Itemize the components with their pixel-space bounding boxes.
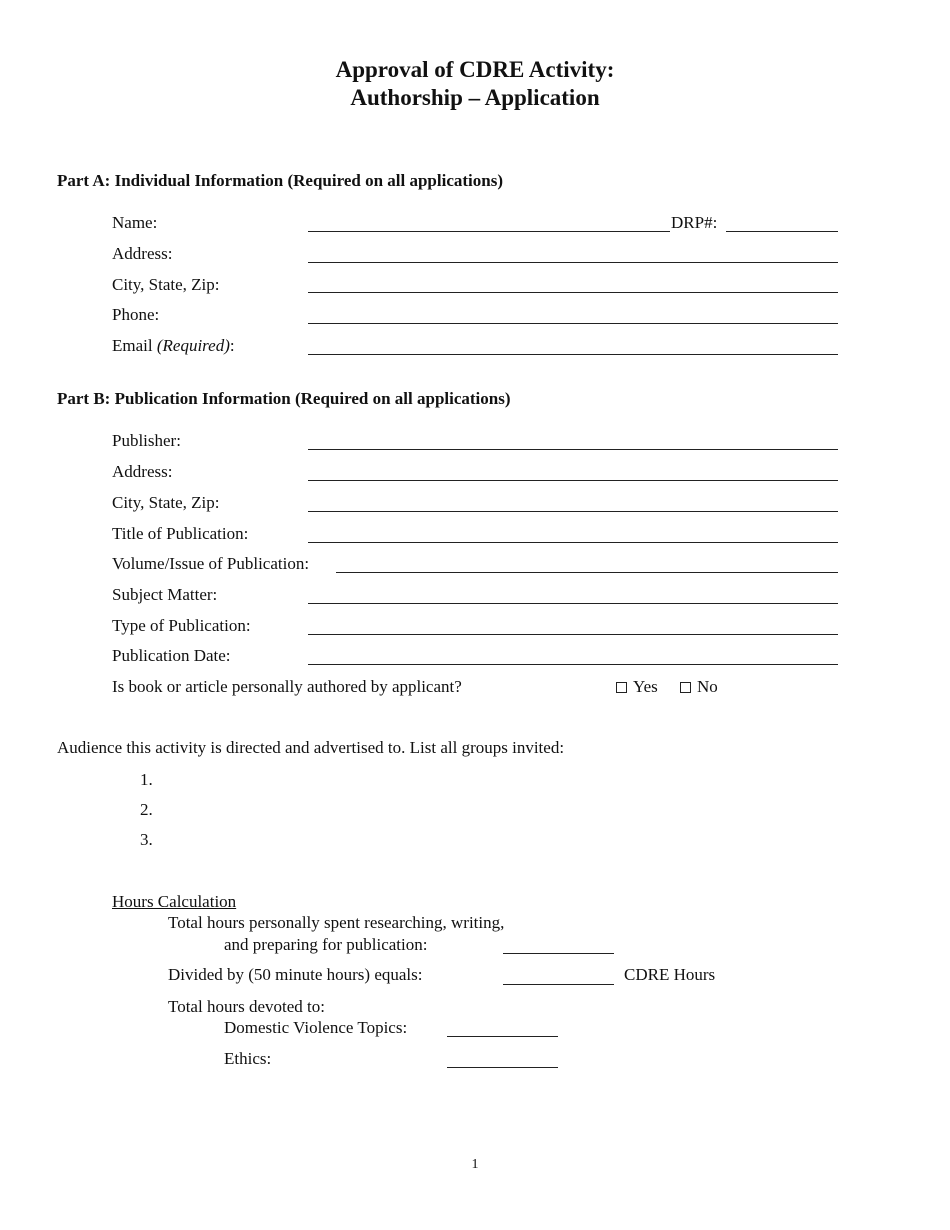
publisher-address-label: Address:: [112, 462, 173, 481]
publisher-label: Publisher:: [112, 431, 181, 450]
part-b-heading: Part B: Publication Information (Required on all applications): [57, 389, 511, 408]
publication-title-label: Title of Publication:: [112, 524, 249, 543]
domestic-violence-field[interactable]: [447, 1036, 558, 1037]
city-state-zip-label: City, State, Zip:: [112, 275, 220, 294]
address-label: Address:: [112, 244, 173, 263]
no-label: No: [697, 677, 718, 696]
subject-matter-label: Subject Matter:: [112, 585, 218, 604]
authored-question: Is book or article personally authored by applicant?: [112, 677, 462, 696]
no-checkbox[interactable]: [680, 682, 691, 693]
audience-item: 2.: [140, 800, 153, 819]
total-hours-label-2: and preparing for publication:: [224, 935, 428, 954]
publication-date-field[interactable]: [308, 664, 838, 665]
publication-type-label: Type of Publication:: [112, 616, 251, 635]
email-label: [112, 336, 235, 356]
city-state-zip-field[interactable]: [308, 292, 838, 293]
publication-date-label: Publication Date:: [112, 646, 231, 665]
page-subtitle: Authorship – Application: [350, 85, 600, 110]
email-label-colon: :: [229, 336, 235, 355]
audience-item: 3.: [140, 830, 153, 849]
name-field[interactable]: [308, 231, 670, 232]
email-field[interactable]: [308, 354, 838, 355]
total-hours-label-1: Total hours personally spent researching, writing,: [168, 913, 505, 932]
drp-label: DRP#:: [671, 213, 718, 232]
address-field[interactable]: [308, 262, 838, 263]
page-title: Approval of CDRE Activity:: [335, 57, 615, 82]
volume-issue-field[interactable]: [336, 572, 838, 573]
ethics-field[interactable]: [447, 1067, 558, 1068]
divided-label: Divided by (50 minute hours) equals:: [168, 965, 423, 984]
domestic-violence-label: Domestic Violence Topics:: [224, 1018, 408, 1037]
cdre-hours-label: CDRE Hours: [624, 965, 716, 984]
publisher-city-label: City, State, Zip:: [112, 493, 220, 512]
ethics-label: Ethics:: [224, 1049, 272, 1068]
phone-field[interactable]: [308, 323, 838, 324]
email-label-text: Email: [112, 336, 157, 355]
yes-checkbox[interactable]: [616, 682, 627, 693]
email-required-note: (Required): [156, 336, 230, 355]
hours-heading: Hours Calculation: [112, 892, 237, 911]
publication-title-field[interactable]: [308, 542, 838, 543]
yes-label: Yes: [633, 677, 658, 696]
volume-issue-label: Volume/Issue of Publication:: [112, 554, 310, 573]
devoted-label: Total hours devoted to:: [168, 997, 325, 1016]
publisher-address-field[interactable]: [308, 480, 838, 481]
yes-option[interactable]: [616, 677, 658, 697]
publisher-field[interactable]: [308, 449, 838, 450]
no-option[interactable]: [680, 677, 718, 697]
phone-label: Phone:: [112, 305, 160, 324]
drp-field[interactable]: [726, 231, 838, 232]
audience-prompt: Audience this activity is directed and advertised to. List all groups invited:: [57, 738, 565, 757]
page-number: 1: [471, 1157, 479, 1172]
cdre-hours-field[interactable]: [503, 984, 614, 985]
publisher-city-field[interactable]: [308, 511, 838, 512]
total-hours-field[interactable]: [503, 953, 614, 954]
part-a-heading: Part A: Individual Information (Required on all applications): [57, 171, 503, 190]
name-label: Name:: [112, 213, 158, 232]
publication-type-field[interactable]: [308, 634, 838, 635]
audience-item: 1.: [140, 770, 153, 789]
subject-matter-field[interactable]: [308, 603, 838, 604]
